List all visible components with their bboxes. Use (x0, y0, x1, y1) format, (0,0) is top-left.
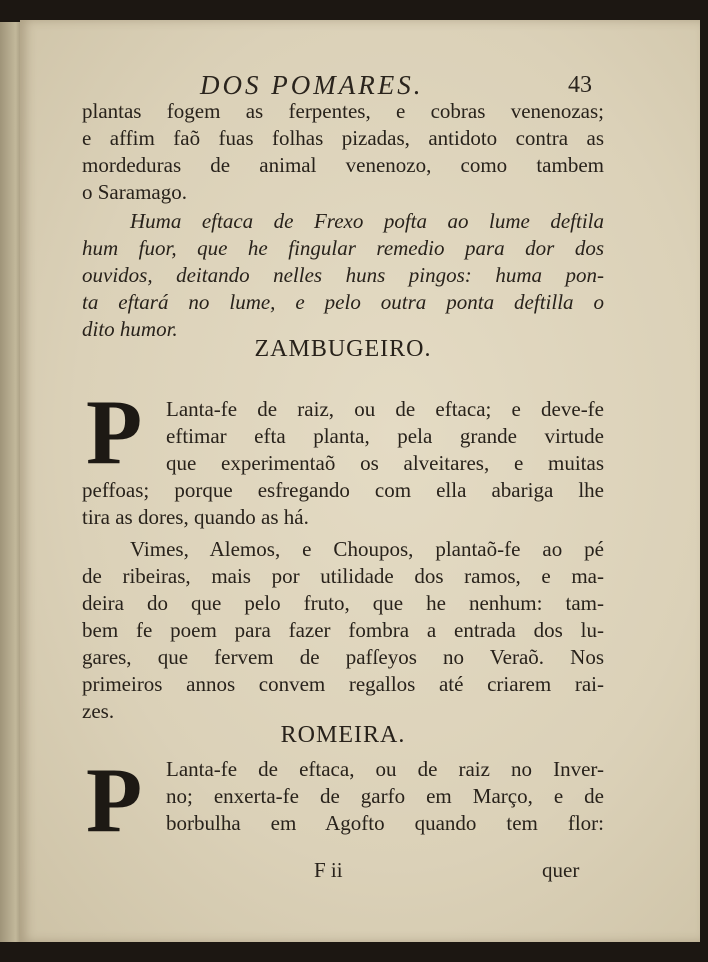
text-line: zes. (82, 699, 115, 723)
text-line: Huma eftaca de Frexo pofta ao lume deftila (130, 209, 604, 233)
text-line: bem fe poem para fazer fombra a entrada dos lu- (82, 618, 604, 642)
page-number: 43 (568, 72, 592, 98)
text-line: mordeduras de animal venenozo, como tambem (82, 153, 604, 177)
text-line: Lanta-fe de eftaca, ou de raiz no Inver- (166, 757, 604, 781)
text-line: borbulha em Agofto quando tem flor: (166, 811, 604, 835)
text-line: peffoas; porque esfregando com ella abariga lhe (82, 478, 604, 502)
section-title-romeira: ROMEIRA. (280, 722, 406, 748)
running-head: DOS POMARES. (200, 70, 424, 100)
text-line: primeiros annos convem regallos até criarem rai- (82, 672, 604, 696)
text-line: o Saramago. (82, 180, 187, 204)
signature-mark: F ii (314, 858, 343, 882)
catchword: quer (542, 858, 580, 882)
text-line: gares, que fervem de pafſeyos no Veraõ. Nos (82, 645, 604, 669)
zambugeiro-paragraph (82, 477, 604, 531)
text-line: plantas fogem as ferpentes, e cobras venenozas; (82, 99, 604, 123)
italic-paragraph (82, 208, 604, 343)
text-line: que experimentaõ os alveitares, e muitas (166, 451, 604, 475)
intro-paragraph (82, 98, 604, 206)
text-line: e affim faõ fuas folhas pizadas, antidoto contra as (82, 126, 604, 150)
text-line: ouvidos, deitando nelles huns pingos: huma pon- (82, 263, 604, 287)
text-line: hum fuor, que he fingular remedio para dor dos (82, 236, 604, 260)
zambugeiro-cap-lines (166, 396, 604, 477)
text-line: de ribeiras, mais por utilidade dos ramos, e ma- (82, 564, 604, 588)
romeira-cap-lines (166, 756, 604, 837)
book-page (20, 20, 700, 942)
section-title-zambugeiro: ZAMBUGEIRO. (254, 336, 432, 362)
text-line: Vimes, Alemos, e Choupos, plantaõ-fe ao pé (130, 537, 604, 561)
text-line: eftimar efta planta, pela grande virtude (166, 424, 604, 448)
drop-cap: P (86, 381, 143, 483)
text-line: no; enxerta-fe de garfo em Março, e de (166, 784, 604, 808)
text-line: deira do que pelo fruto, que he nenhum: tam- (82, 591, 604, 615)
text-line: dito humor. (82, 317, 178, 341)
text-line: Lanta-fe de raiz, ou de eftaca; e deve-fe (166, 397, 604, 421)
drop-cap: P (86, 749, 143, 851)
text-line: tira as dores, quando as há. (82, 505, 309, 529)
vimes-paragraph (82, 536, 604, 725)
text-line: ta eftará no lume, e pelo outra ponta deftilla o (82, 290, 604, 314)
